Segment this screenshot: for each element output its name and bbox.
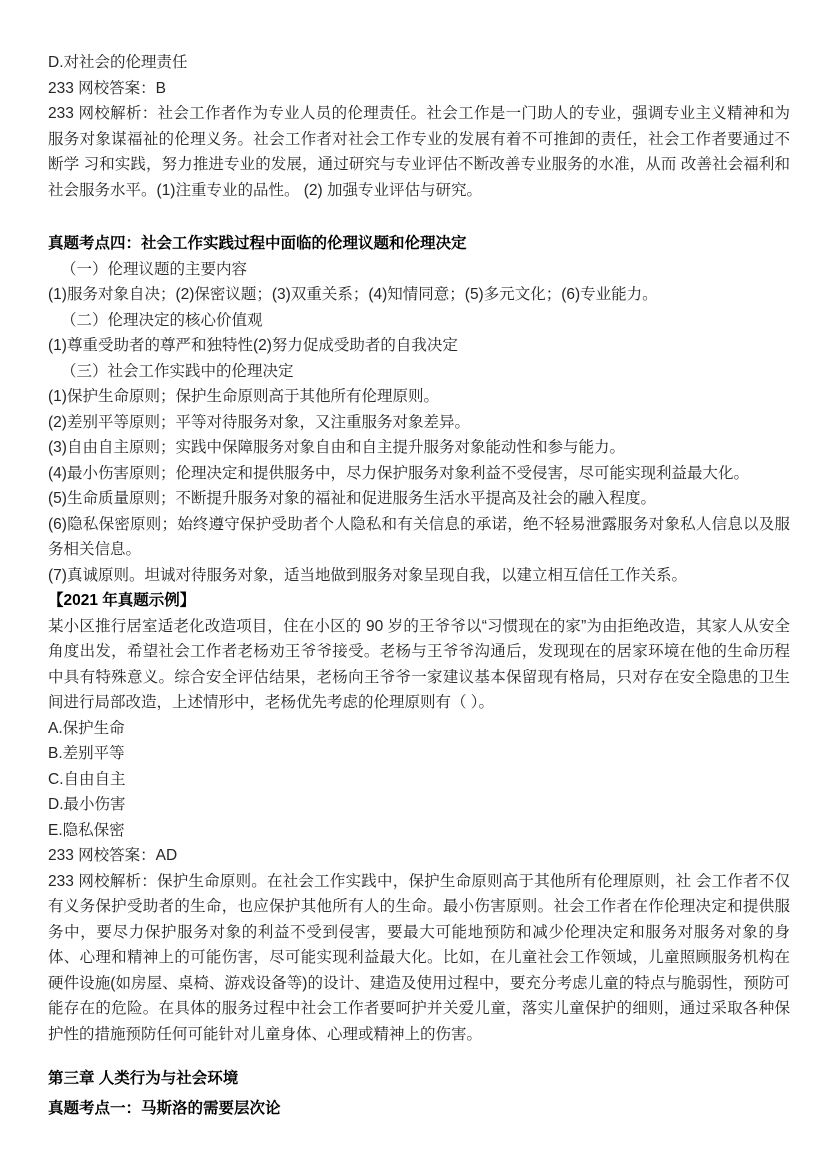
topic-heading-4: 真题考点四：社会工作实践过程中面临的伦理议题和伦理决定 (48, 235, 467, 252)
answer-line-q2: 233 网校答案：AD (48, 847, 178, 864)
subheading-ethics-issues: （一）伦理议题的主要内容 (61, 260, 248, 278)
option-e: E.隐私保密 (48, 821, 125, 839)
topic-heading-1-ch3: 真题考点一：马斯洛的需要层次论 (48, 1099, 281, 1117)
principle-4-least-harm: (4)最小伤害原则；伦理决定和提供服务中，尽力保护服务对象利益不受侵害，尽可能实现利益最大化。 (48, 464, 749, 482)
principle-6-privacy-confidentiality: (6)隐私保密原则；始终遵守保护受助者个人隐私和有关信息的承诺，绝不轻易泄露服务对象私人信息以及服务相关信息。 (48, 515, 790, 558)
option-b: B.差别平等 (48, 745, 125, 762)
analysis-paragraph-q1: 233 网校解析：社会工作者作为专业人员的伦理责任。社会工作是一门助人的专业，强调专业主义精神和为服务对象谋福祉的伦理义务。社会工作者对社会工作专业的发展有着不可推卸的责任，社会工作者要通过不断学 习和实践，努力推进专业的发展，通过研究与专业评估不断改善专业服务的水准，从而 改善社会福利和社会服务水平。(1)注重专业的品性。 (2) 加强专业评估与研究。 (48, 105, 790, 199)
principle-5-quality-of-life: (5)生命质量原则；不断提升服务对象的福祉和促进服务生活水平提高及社会的融入程度。 (48, 490, 656, 507)
principle-1-protect-life: (1)保护生命原则；保护生命原则高于其他所有伦理原则。 (48, 388, 439, 405)
analysis-paragraph-q2: 233 网校解析：保护生命原则。在社会工作实践中，保护生命原则高于其他所有伦理原则，社 会工作者不仅有义务保护受助者的生命，也应保护其他所有人的生命。最小伤害原则。社会工作者在作伦理决定和提供服务中，要尽力保护服务对象的利益不受到侵害，要最大可能地预防和减少伦理决定和服务对服务对象的身体、心理和精神上的可能伤害，尽可能实现利益最大化。比如，在儿童社会工作领域，儿童照顾服务机构在硬件设施(如房屋、桌椅、游戏设备等)的设计、建造及使用过程中，要充分考虑儿童的特点与脆弱性，预防可能存在的危险。在具体的服务过程中社会工作者要呵护并关爱儿童，落实儿童保护的细则，通过采取各种保护性的措施预防任何可能针对儿童身体、心理或精神上的伤害。 (48, 872, 790, 1043)
example-heading-2021: 【2021 年真题示例】 (48, 592, 196, 609)
principle-3-freedom-autonomy: (3)自由自主原则；实践中保障服务对象自由和自主提升服务对象能动性和参与能力。 (48, 439, 625, 456)
option-d: D.最小伤害 (48, 796, 126, 813)
subheading-core-values: （二）伦理决定的核心价值观 (61, 311, 263, 329)
document-content (48, 50, 790, 1121)
chapter-heading-3: 第三章 人类行为与社会环境 (48, 1070, 239, 1087)
prev-option-d: D.对社会的伦理责任 (48, 54, 188, 71)
ethics-issues-list: (1)服务对象自决；(2)保密议题；(3)双重关系；(4)知情同意；(5)多元文化；(6)专业能力。 (48, 286, 658, 303)
option-c: C.自由自主 (48, 770, 126, 788)
question-2021: 某小区推行居室适老化改造项目，住在小区的 90 岁的王爷爷以“习惯现在的家”为由拒绝改造，其家人从安全角度出发，希望社会工作者老杨劝王爷爷接受。老杨与王爷爷沟通后，发现现在的居家环境在他的生命历程中具有特殊意义。综合安全评估结果，老杨向王爷爷一家建议基本保留现有格局，只对存在安全隐患的卫生间进行局部改造，上述情形中，老杨优先考虑的伦理原则有（ ）。 (48, 617, 790, 711)
principle-7-sincerity: (7)真诚原则。坦诚对待服务对象，适当地做到服务对象呈现自我，以建立相互信任工作关系。 (48, 566, 687, 584)
core-values-list: (1)尊重受助者的尊严和独特性(2)努力促成受助者的自我决定 (48, 337, 458, 354)
subheading-ethical-decisions: （三）社会工作实践中的伦理决定 (61, 362, 294, 380)
answer-line-q1: 233 网校答案：B (48, 79, 167, 97)
option-a: A.保护生命 (48, 719, 125, 737)
principle-2-difference-equality: (2)差别平等原则；平等对待服务对象，又注重服务对象差异。 (48, 413, 470, 431)
